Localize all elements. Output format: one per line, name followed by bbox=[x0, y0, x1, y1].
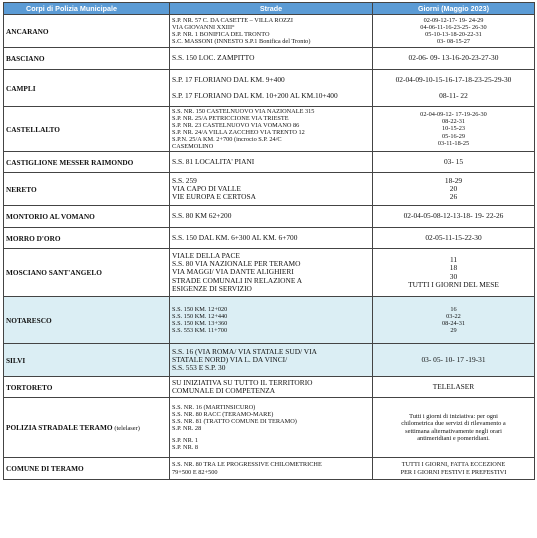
strada-line: S.P. NR. 1 bbox=[172, 437, 199, 445]
giorni-line: 18-29 bbox=[444, 176, 463, 185]
strada-line: S.S. 150 KM. 12+440 bbox=[172, 312, 228, 320]
strada-line: S.P. NR. 28 bbox=[172, 425, 202, 432]
strada-line: COMUNALE DI COMPETENZA bbox=[172, 387, 276, 395]
giorni-line: 08-22-31 bbox=[441, 118, 466, 126]
strade-cell bbox=[170, 152, 373, 173]
strada-line: STRADE COMUNALI IN RELAZIONE A bbox=[172, 276, 303, 285]
strada-line: S.C. MASSONI (INNESTO S.P.1 Bonifica del Tronto) bbox=[172, 38, 311, 46]
giorni-cell bbox=[373, 377, 535, 398]
strade-cell bbox=[170, 297, 373, 344]
giorni-line: 03- 15 bbox=[443, 157, 464, 166]
giorni-cell bbox=[373, 206, 535, 228]
giorni-line: 02-04-09-12- 17-19-26-30 bbox=[420, 111, 487, 119]
comune-cell: MORRO D'ORO bbox=[4, 228, 170, 249]
giorni-cell bbox=[373, 398, 535, 458]
strade-cell bbox=[170, 458, 373, 480]
giorni-cell bbox=[373, 249, 535, 297]
strade-cell bbox=[170, 15, 373, 48]
strada-line: S.P. NR. 24/A VILLA ZACCHEO VIA TRENTO 12 bbox=[172, 129, 305, 136]
strada-line: S.S. NR. 81 (TRATTO COMUNE DI TERAMO) bbox=[172, 417, 297, 425]
giorni-line: chilometrica due servizi di rilevamento a bbox=[401, 420, 506, 428]
strada-line: S.P.N. 25/A KM. 2+700 (incrocio S.P. 24/C bbox=[172, 136, 282, 144]
strada-line: VIA GIOVANNI XXIII° bbox=[172, 23, 235, 31]
strada-line: S.S. 150 KM. 13+360 bbox=[172, 320, 228, 327]
strada-line: S.P. 17 FLORIANO DAL KM. 10+200 AL KM.10+400 bbox=[172, 91, 338, 100]
giorni-cell bbox=[373, 297, 535, 344]
strada-line: S.S. 80 KM 62+200 bbox=[172, 212, 232, 221]
giorni-line: 10-15-23 bbox=[441, 125, 466, 133]
table-row bbox=[4, 173, 535, 206]
giorni-line: Tutti i giorni di iniziativa: per ogni bbox=[409, 412, 498, 420]
table-row bbox=[4, 70, 535, 107]
strade-cell bbox=[170, 249, 373, 297]
giorni-cell bbox=[373, 344, 535, 377]
comune-cell: NERETO bbox=[4, 173, 170, 206]
strada-line: S.P. NR. 23 CASTELNUOVO VIA VOMANO 86 bbox=[172, 121, 300, 129]
speed-check-table bbox=[3, 2, 535, 480]
giorni-cell bbox=[373, 48, 535, 70]
strade-cell bbox=[170, 173, 373, 206]
strada-line: ESIGENZE DI SERVIZIO bbox=[172, 284, 252, 293]
giorni-line: TUTTI I GIORNI DEL MESE bbox=[408, 280, 499, 289]
strada-line: S.P. NR. 57 C. DA CASETTE – VILLA ROZZI bbox=[172, 16, 293, 24]
table-header-row bbox=[4, 3, 535, 15]
giorni-line: PER I GIORNI FESTIVI E PREFESTIVI bbox=[400, 468, 507, 476]
comune-cell: BASCIANO bbox=[4, 48, 170, 70]
giorni-cell bbox=[373, 15, 535, 48]
table-row bbox=[4, 48, 535, 70]
strada-line: S.P. 17 FLORIANO DAL KM. 9+400 bbox=[172, 76, 285, 85]
strada-line: SU INIZIATIVA SU TUTTO IL TERRITORIO bbox=[172, 378, 313, 387]
header-giorni: Giorni (Maggio 2023) bbox=[373, 3, 535, 15]
table-row bbox=[4, 344, 535, 377]
table-row bbox=[4, 107, 535, 152]
strada-line: VIA CAPO DI VALLE bbox=[172, 184, 241, 193]
strada-line: VIALE DELLA PACE bbox=[172, 251, 240, 260]
strada-line: 79+500 E 82+500 bbox=[172, 468, 218, 476]
giorni-line: 05-16-29 bbox=[441, 132, 466, 140]
giorni-cell bbox=[373, 458, 535, 480]
table-row bbox=[4, 249, 535, 297]
strada-line: S.S. 81 LOCALITA' PIANI bbox=[172, 157, 255, 166]
giorni-line: 03-11-18-25 bbox=[437, 139, 470, 147]
table-row bbox=[4, 152, 535, 173]
table-row bbox=[4, 458, 535, 480]
giorni-line: 18 bbox=[449, 264, 458, 273]
giorni-line: 03- 05- 10- 17 -19-31 bbox=[421, 355, 486, 364]
strade-cell bbox=[170, 377, 373, 398]
strade-cell bbox=[170, 228, 373, 249]
giorni-line: 08-11- 22 bbox=[439, 91, 468, 100]
strada-line: S.S. NR. 80 TRA LE PROGRESSIVE CHILOMETRICHE bbox=[172, 461, 322, 469]
speed-check-table-container bbox=[3, 2, 534, 480]
strada-line: VIE EUROPA E CERTOSA bbox=[172, 193, 256, 202]
giorni-line: 16 bbox=[450, 305, 457, 313]
header-strade: Strade bbox=[170, 3, 373, 15]
strade-cell bbox=[170, 48, 373, 70]
giorni-line: 03-22 bbox=[446, 312, 461, 320]
strada-line: S.S. 150 KM. 12+020 bbox=[172, 305, 228, 313]
strada-line: S.S. 553 E S.P. 30 bbox=[172, 364, 226, 373]
giorni-cell bbox=[373, 173, 535, 206]
giorni-line: TUTTI I GIORNI, FATTA ECCEZIONE bbox=[401, 461, 506, 469]
giorni-line: 20 bbox=[449, 184, 458, 193]
table-row bbox=[4, 297, 535, 344]
table-row bbox=[4, 377, 535, 398]
giorni-line: antimeridiani e pomeridiani. bbox=[417, 434, 490, 442]
giorni-cell bbox=[373, 107, 535, 152]
giorni-line: 08-24-31 bbox=[441, 320, 466, 327]
strada-line: S.S. NR. 16 (MARTINSICURO) bbox=[172, 403, 256, 411]
strada-line: S.S. 259 bbox=[172, 176, 197, 185]
giorni-line: TELELASER bbox=[432, 382, 475, 391]
table-row bbox=[4, 206, 535, 228]
giorni-cell bbox=[373, 70, 535, 107]
strada-line: S.S. 80 VIA NAZIONALE PER TERAMO bbox=[172, 260, 301, 269]
strada-line: S.S. NR. 80 RACC (TERAMO-MARE) bbox=[172, 410, 274, 418]
table-row bbox=[4, 15, 535, 48]
strada-line: S.P. NR. 8 bbox=[172, 444, 199, 452]
giorni-line: 30 bbox=[449, 272, 458, 281]
comune-cell bbox=[4, 398, 170, 458]
giorni-cell bbox=[373, 152, 535, 173]
giorni-cell bbox=[373, 228, 535, 249]
strada-line: STATALE NORD) VIA L. DA VINCI/ bbox=[172, 355, 288, 364]
comune-cell: COMUNE DI TERAMO bbox=[4, 458, 170, 480]
strada-line: S.S. 553 KM. 11+700 bbox=[172, 327, 228, 335]
giorni-line: 02-04-09-10-15-16-17-18-23-25-29-30 bbox=[395, 76, 512, 85]
comune-cell: NOTARESCO bbox=[4, 297, 170, 344]
comune-cell: CAMPLI bbox=[4, 70, 170, 107]
strada-line: S.S. 16 (VIA ROMA/ VIA STATALE SUD/ VIA bbox=[172, 347, 317, 356]
giorni-line: 02-05-11-15-22-30 bbox=[425, 233, 482, 242]
comune-cell: SILVI bbox=[4, 344, 170, 377]
giorni-line: 29 bbox=[450, 327, 457, 335]
giorni-line: 11 bbox=[449, 255, 458, 264]
strade-cell bbox=[170, 398, 373, 458]
strada-line: S.S. 150 LOC. ZAMPITTO bbox=[172, 54, 255, 63]
comune-cell: MOSCIANO SANT'ANGELO bbox=[4, 249, 170, 297]
strade-cell bbox=[170, 107, 373, 152]
strada-line: S.S. 150 DAL KM. 6+300 AL KM. 6+700 bbox=[172, 233, 298, 242]
giorni-line: 05-10-13-18-20-22-31 bbox=[425, 31, 482, 38]
strada-line: CASEMOLINO bbox=[172, 143, 214, 151]
giorni-line: 26 bbox=[449, 193, 458, 202]
strada-line: S.S. NR. 150 CASTELNUOVO VIA NAZIONALE 315 bbox=[172, 107, 315, 115]
giorni-line: 04-06-11-16-23-25- 26-30 bbox=[420, 23, 487, 31]
strade-cell bbox=[170, 70, 373, 107]
giorni-line: 02-06- 09- 13-16-20-23-27-30 bbox=[408, 54, 499, 63]
comune-note: (telelaser) bbox=[114, 425, 140, 432]
giorni-line: 03- 08-15-27 bbox=[436, 38, 471, 46]
comune-cell: CASTIGLIONE MESSER RAIMONDO bbox=[4, 152, 170, 173]
strade-cell bbox=[170, 344, 373, 377]
comune-cell: ANCARANO bbox=[4, 15, 170, 48]
comune-cell: CASTELLALTO bbox=[4, 107, 170, 152]
strade-cell bbox=[170, 206, 373, 228]
strada-line: S.P. NR. 25/A PETRICCIONE VIA TRIESTE bbox=[172, 114, 289, 122]
giorni-line: settimana alternativamente negli orari bbox=[405, 427, 502, 435]
table-row bbox=[4, 398, 535, 458]
strada-line: S.P. NR. 1 BONIFICA DEL TRONTO bbox=[172, 31, 270, 38]
giorni-line: 02-09-12-17- 19- 24-29 bbox=[423, 16, 484, 24]
comune-cell: TORTORETO bbox=[4, 377, 170, 398]
strada-line: VIA MAGGI/ VIA DANTE ALIGHIERI bbox=[172, 268, 294, 277]
giorni-line: 02-04-05-08-12-13-18- 19- 22-26 bbox=[403, 212, 504, 221]
table-row bbox=[4, 228, 535, 249]
header-corpi: Corpi di Polizia Municipale bbox=[4, 3, 170, 15]
comune-name: POLIZIA STRADALE TERAMO bbox=[6, 423, 113, 432]
comune-cell: MONTORIO AL VOMANO bbox=[4, 206, 170, 228]
